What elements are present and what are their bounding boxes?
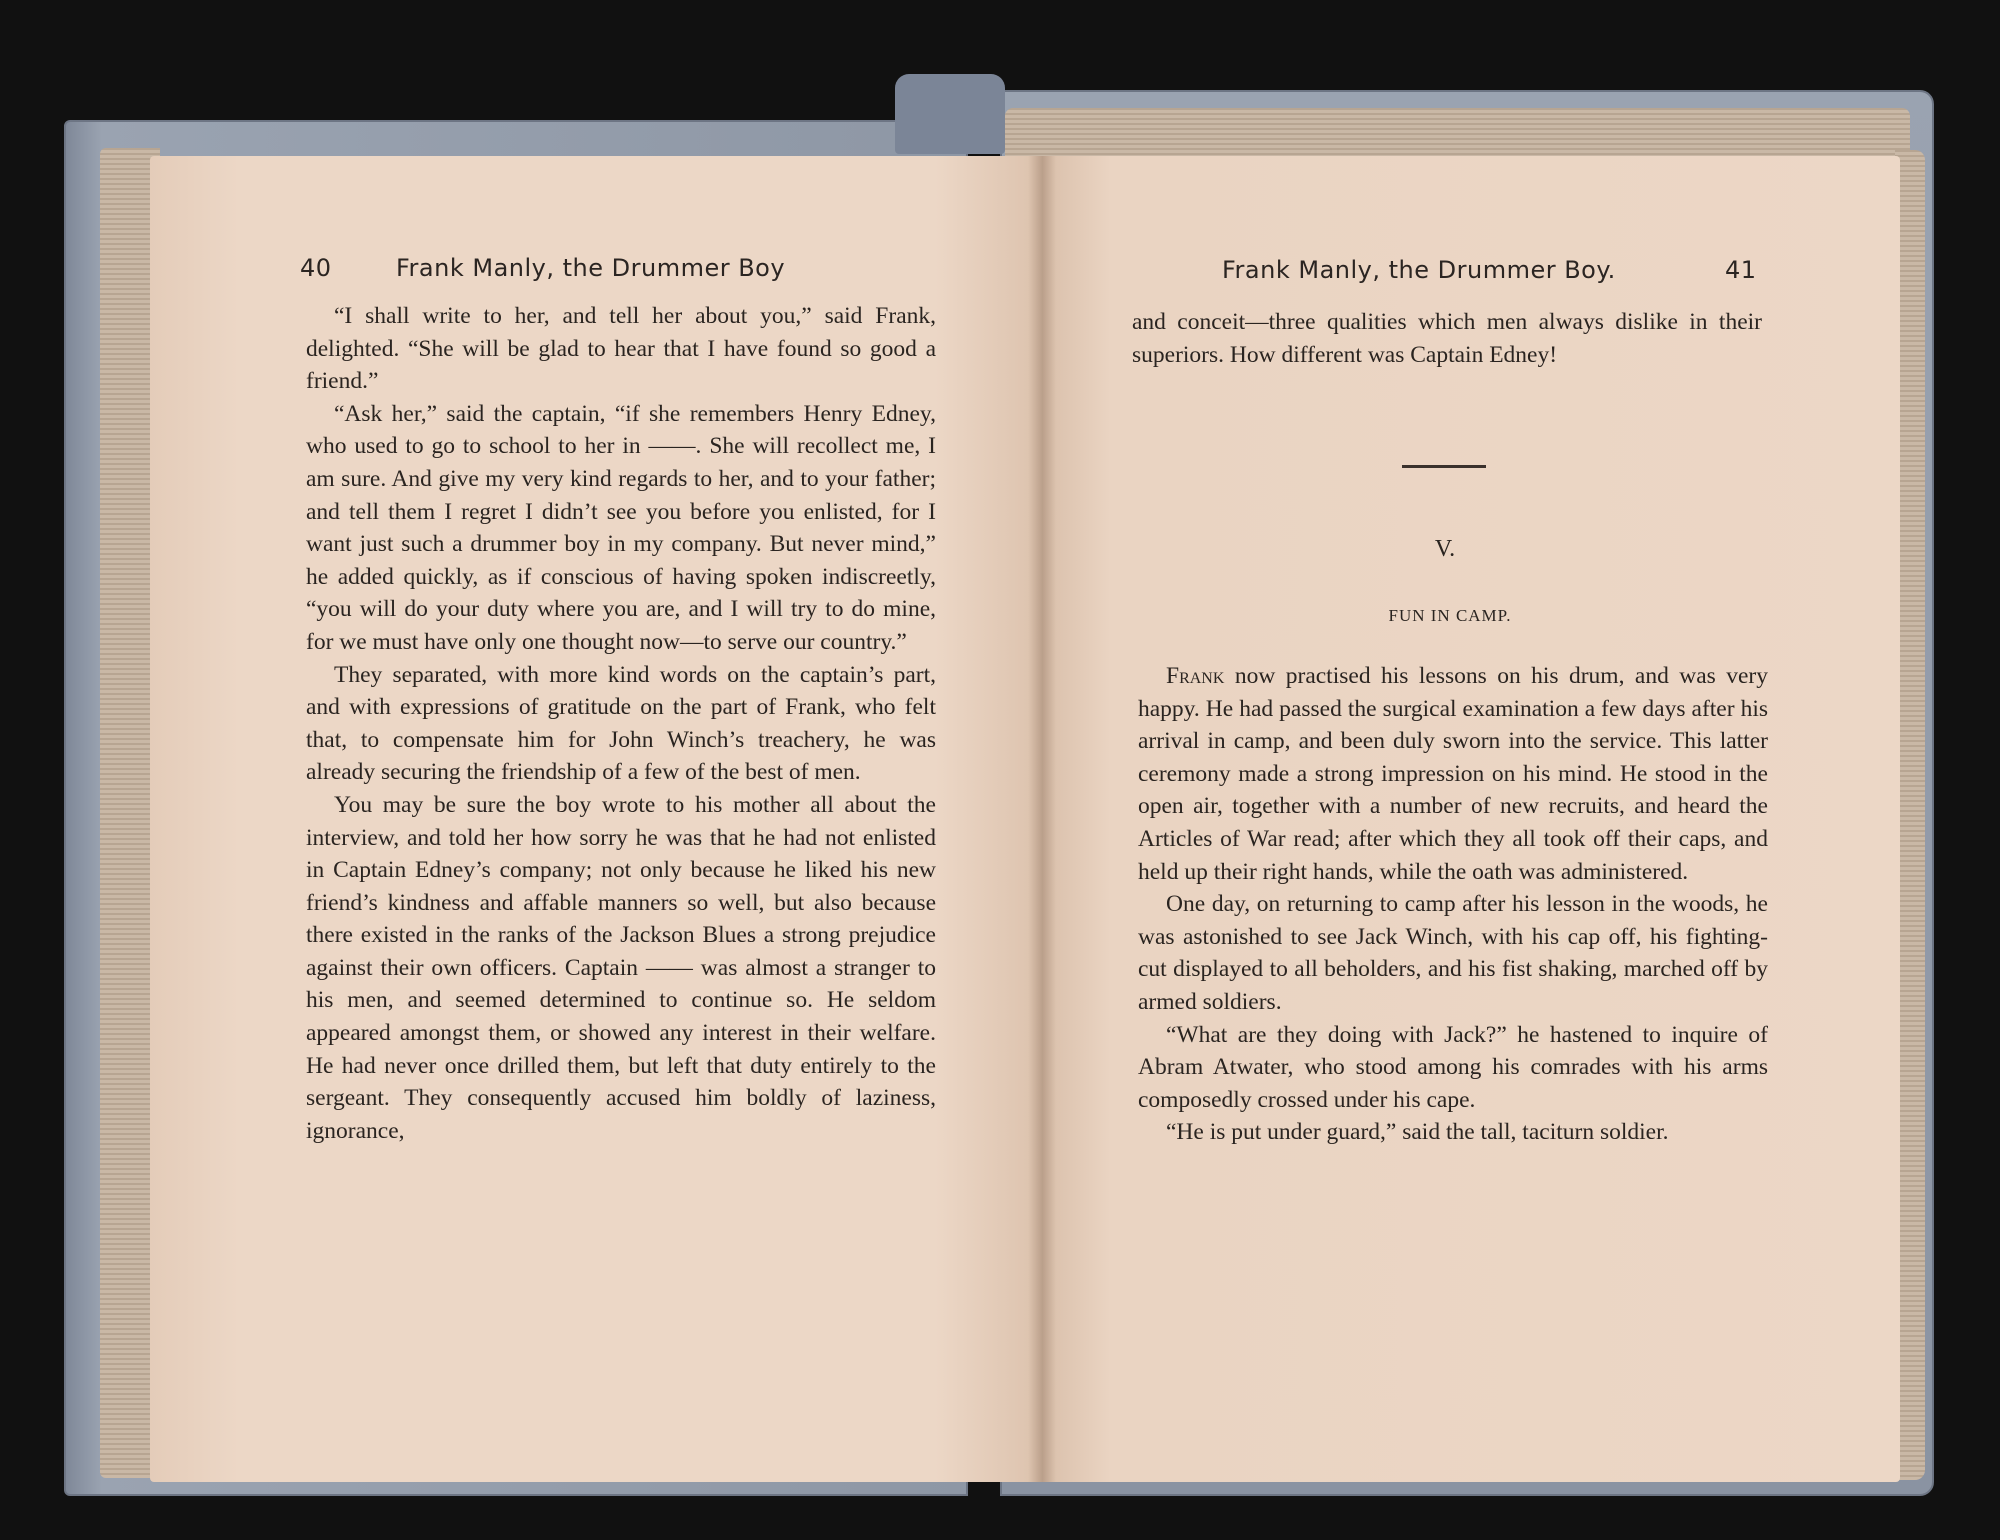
page-edges-top [1005,108,1910,158]
right-page-body [1138,660,1768,1149]
book-spine [895,74,1005,154]
right-page-number: 41 [1725,256,1757,284]
right-paragraph: One day, on returning to camp after his lesson in the woods, he was astonished to see Jack Winch, with his cap off, his fighting-cut displayed to all beholders, and his fist shaking, marched off by armed soldiers. [1138,891,1768,1015]
chapter-divider-rule [1402,465,1486,468]
left-paragraph: “Ask her,” said the captain, “if she remembers Henry Edney, who used to go to school to her in ——. She will recollect me, I am sure. And give my very kind regards to her, and to your father; and tell them I regret I didn’t see you before you enlisted, for I want just such a drummer boy in my company. But never mind,” he added quickly, as if conscious of having spoken indiscreetly, “you will do your duty where you are, and I will try to do mine, for we must have only one thought now—to serve our country.” [306,400,936,655]
left-page-number: 40 [300,254,332,282]
left-running-head: Frank Manly, the Drummer Boy [396,254,786,282]
chapter-first-paragraph [1138,660,1768,888]
left-paragraph: They separated, with more kind words on the captain’s part, and with expressions of gratitude on the part of Frank, who felt that, to compensate him for John Winch’s treachery, he was already securing the friendship of a few of the best of men. [306,661,936,786]
right-page-opening [1132,306,1762,371]
left-paragraph: You may be sure the boy wrote to his mother all about the interview, and told her how sorry he was that he had not enlisted in Captain Edney’s company; not only because he liked his new friend’s kindness and affable manners so well, but also because there existed in the ranks of the Jackson Blues a strong prejudice against their own officers. Captain —— was almost a stranger to his men, and seemed determined to continue so. He seldom appeared amongst them, or showed any interest in their welfare. He had never once drilled them, but left that duty entirely to the sergeant. They consequently accused him boldly of laziness, ignorance, [306,791,936,1144]
chapter-first-word: Frank [1166,663,1225,689]
chapter-numeral: V. [1434,536,1456,562]
right-running-head: Frank Manly, the Drummer Boy. [1222,256,1616,284]
chapter-first-paragraph-rest: now practised his lessons on his drum, and was very happy. He had passed the surgical examination a few days after his arrival in camp, and been duly sworn into the service. This latter ceremony made a strong impression on his mind. He stood in the open air, together with a number of new recruits, and heard the Articles of War read; after which they all took off their caps, and held up their right hands, while the oath was administered. [1138,663,1768,885]
right-paragraph: “What are they doing with Jack?” he hastened to inquire of Abram Atwater, who stood among his comrades with his arms composedly crossed under his cape. [1138,1021,1768,1113]
book-gutter [1028,156,1056,1482]
left-page-body [306,300,936,1147]
chapter-title: FUN IN CAMP. [1388,606,1512,625]
continued-paragraph: and conceit—three qualities which men always dislike in their superiors. How different was Captain Edney! [1132,309,1762,368]
left-paragraph: “I shall write to her, and tell her about you,” said Frank, delighted. “She will be glad to hear that I have found so good a friend.” [306,303,936,395]
right-paragraph: “He is put under guard,” said the tall, taciturn soldier. [1166,1119,1669,1146]
